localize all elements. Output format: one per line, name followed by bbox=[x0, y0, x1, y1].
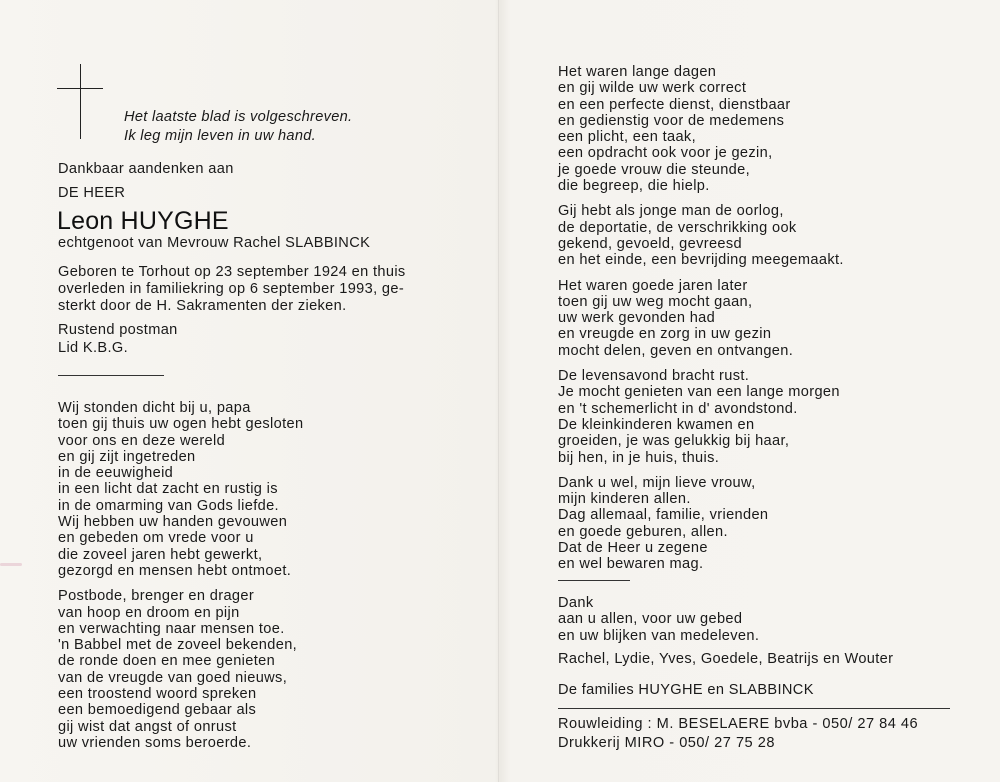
poem-line: van hoop en droom en pijn bbox=[58, 604, 240, 621]
thanks-line: aan u allen, voor uw gebed bbox=[558, 611, 743, 628]
poem-line: en goede geburen, allen. bbox=[558, 523, 728, 540]
poem-line: en verwachting naar mensen toe. bbox=[58, 620, 285, 637]
poem-line: en een perfecte dienst, dienstbaar bbox=[558, 96, 791, 113]
poem-line: uw werk gevonden had bbox=[558, 310, 716, 327]
cross-icon-bar bbox=[57, 88, 103, 89]
poem-line: Wij stonden dicht bij u, papa bbox=[58, 400, 251, 416]
funeral-info bbox=[558, 715, 918, 752]
poem-line: mijn kinderen allen. bbox=[558, 491, 691, 508]
poem-line: van de vreugde van goed nieuws, bbox=[58, 669, 288, 686]
poem-line: een opdracht ook voor je gezin, bbox=[558, 145, 773, 162]
family-names: Rachel, Lydie, Yves, Goedele, Beatrijs en Wouter bbox=[558, 651, 894, 667]
poem-line: die zoveel jaren hebt gewerkt, bbox=[58, 546, 263, 563]
poem-line: en het einde, een bevrijding meegemaakt. bbox=[558, 252, 844, 269]
occupation-line: Lid K.B.G. bbox=[58, 340, 129, 356]
poem-line: en wel bewaren mag. bbox=[558, 556, 704, 573]
poem-line: de ronde doen en mee genieten bbox=[58, 653, 276, 670]
poem-line: Dank u wel, mijn lieve vrouw, bbox=[558, 474, 756, 491]
poem-line: en vreugde en zorg in uw gezin bbox=[558, 326, 772, 343]
intro-text: Dankbaar aandenken aan bbox=[58, 161, 234, 177]
poem-line: en 't schemerlicht in d' avondstond. bbox=[558, 400, 798, 417]
poem-line: je goede vrouw die steunde, bbox=[558, 161, 750, 178]
thanks-line: Dank bbox=[558, 595, 594, 611]
card-fold bbox=[498, 0, 499, 782]
poem-line: Dag allemaal, familie, vrienden bbox=[558, 507, 769, 524]
cross-icon bbox=[80, 64, 81, 139]
poem-line: Gij hebt als jonge man de oorlog, bbox=[558, 203, 784, 220]
families-line: De families HUYGHE en SLABBINCK bbox=[558, 682, 814, 698]
occupation bbox=[58, 321, 178, 357]
poem-line: een troostend woord spreken bbox=[58, 686, 257, 703]
occupation-line: Rustend postman bbox=[58, 322, 178, 338]
poem-line: Postbode, brenger en drager bbox=[58, 588, 255, 605]
divider bbox=[58, 375, 164, 376]
motto-line: Het laatste blad is volgeschreven. bbox=[124, 109, 353, 125]
funeral-line: Drukkerij MIRO - 050/ 27 75 28 bbox=[558, 734, 775, 751]
funeral-line: Rouwleiding : M. BESELAERE bvba - 050/ 27 84 46 bbox=[558, 716, 919, 732]
divider bbox=[558, 708, 950, 709]
divider bbox=[558, 580, 630, 581]
poem-line: gekend, gevoeld, gevreesd bbox=[558, 235, 743, 252]
poem-line: Dat de Heer u zegene bbox=[558, 540, 708, 557]
paper-mark bbox=[0, 563, 22, 566]
poem-line: een bemoedigend gebaar als bbox=[58, 702, 257, 719]
motto-line: Ik leg mijn leven in uw hand. bbox=[124, 128, 317, 144]
poem-line: de deportatie, de verschrikking ook bbox=[558, 219, 797, 236]
poem-line: toen gij thuis uw ogen hebt gesloten bbox=[58, 416, 304, 433]
poem-line: De kleinkinderen kwamen en bbox=[558, 416, 755, 433]
spouse-text: echtgenoot van Mevrouw Rachel SLABBINCK bbox=[58, 235, 371, 251]
poem-line: gezorgd en mensen hebt ontmoet. bbox=[58, 562, 292, 579]
thanks-text bbox=[558, 595, 759, 644]
poem-line: Wij hebben uw handen gevouwen bbox=[58, 514, 288, 531]
poem-line: bij hen, in je huis, thuis. bbox=[558, 449, 720, 466]
poem-line: in een licht dat zacht en rustig is bbox=[58, 481, 278, 498]
poem-line: uw vrienden soms beroerde. bbox=[58, 734, 252, 751]
poem-line: Het waren lange dagen bbox=[558, 64, 717, 80]
thanks-line: en uw blijken van medeleven. bbox=[558, 627, 760, 644]
poem-line: en gebeden om vrede voor u bbox=[58, 530, 254, 547]
info-line: sterkt door de H. Sakramenten der zieken. bbox=[58, 298, 347, 314]
poem-line: toen gij uw weg mocht gaan, bbox=[558, 293, 753, 310]
birth-death-info bbox=[58, 264, 406, 315]
poem-line: in de eeuwigheid bbox=[58, 465, 174, 482]
deceased-name: Leon HUYGHE bbox=[57, 207, 229, 235]
motto bbox=[124, 108, 352, 146]
poem-line: die begreep, die hielp. bbox=[558, 178, 710, 195]
poem-line: en gij zijt ingetreden bbox=[58, 448, 196, 465]
poem-line: voor ons en deze wereld bbox=[58, 432, 226, 449]
info-line: Geboren te Torhout op 23 september 1924 en thuis bbox=[58, 264, 406, 280]
poem-line: De levensavond bracht rust. bbox=[558, 368, 750, 385]
poem-right bbox=[558, 64, 844, 573]
poem-line: gij wist dat angst of onrust bbox=[58, 718, 237, 735]
title-text: DE HEER bbox=[58, 185, 126, 201]
poem-line: 'n Babbel met de zoveel bekenden, bbox=[58, 637, 298, 654]
poem-line: en gedienstig voor de medemens bbox=[558, 112, 785, 129]
poem-line: Het waren goede jaren later bbox=[558, 277, 748, 294]
poem-line: in de omarming van Gods liefde. bbox=[58, 497, 279, 514]
poem-line: en gij wilde uw werk correct bbox=[558, 80, 747, 97]
poem-line: groeiden, je was gelukkig bij haar, bbox=[558, 433, 790, 450]
poem-line: een plicht, een taak, bbox=[558, 129, 696, 146]
info-line: overleden in familiekring op 6 september 1993, ge- bbox=[58, 281, 405, 297]
poem-line: mocht delen, geven en ontvangen. bbox=[558, 342, 794, 359]
poem-left bbox=[58, 400, 303, 751]
poem-line: Je mocht genieten van een lange morgen bbox=[558, 384, 840, 401]
